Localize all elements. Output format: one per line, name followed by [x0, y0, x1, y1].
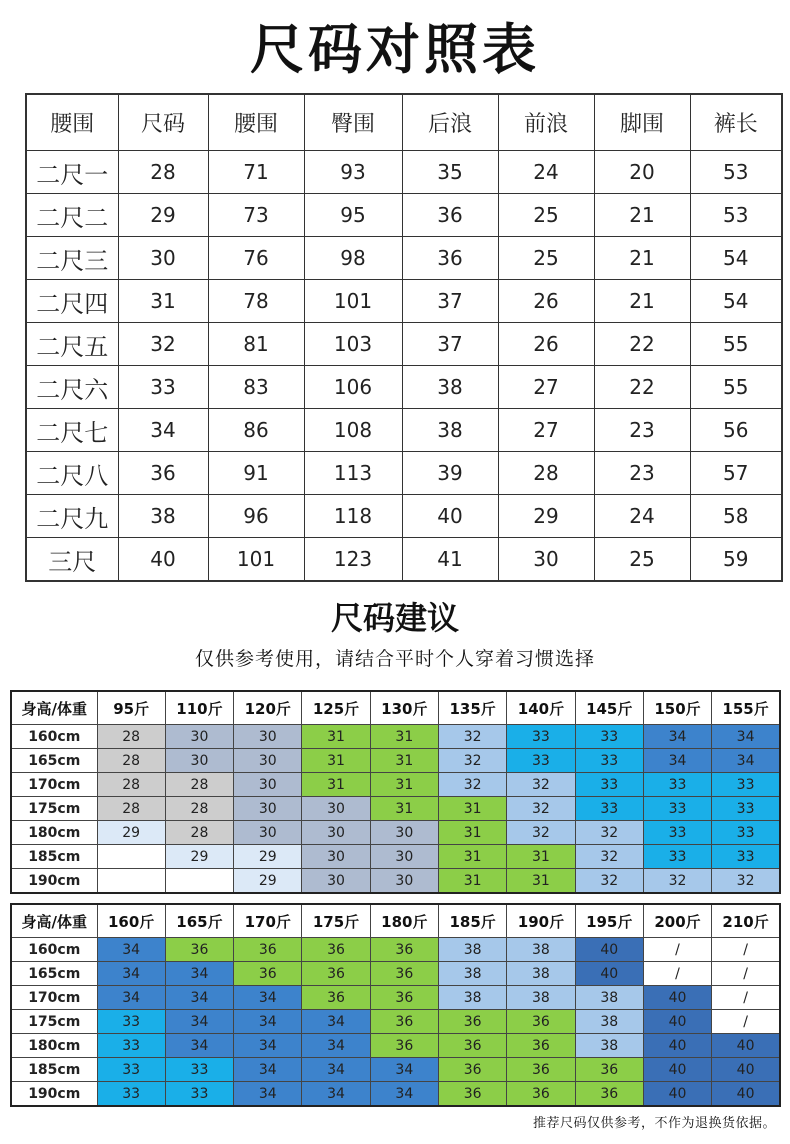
size-cell: 34 [302, 1082, 370, 1107]
size-cell: 32 [507, 797, 575, 821]
table-cell: 40 [118, 538, 208, 582]
height-row [11, 845, 780, 869]
size-cell: 31 [438, 821, 506, 845]
height-label: 160cm [11, 938, 97, 962]
size-cell: 36 [507, 1034, 575, 1058]
height-label: 185cm [11, 1058, 97, 1082]
table-cell: 36 [118, 452, 208, 495]
size-cell: 36 [438, 1034, 506, 1058]
waist-label-cell: 二尺四 [26, 280, 118, 323]
size-cell: 36 [438, 1082, 506, 1107]
size-cell: 31 [302, 725, 370, 749]
table-cell: 36 [402, 237, 498, 280]
weight-header: 165斤 [165, 904, 233, 938]
table-cell: 123 [304, 538, 402, 582]
size-cell: 33 [575, 773, 643, 797]
size-cell: 30 [302, 821, 370, 845]
table-cell: 23 [594, 452, 690, 495]
table-row [26, 323, 782, 366]
size-cell: 40 [575, 962, 643, 986]
size-cell: 40 [643, 1082, 711, 1107]
size-cell: 36 [438, 1010, 506, 1034]
size-cell: 34 [165, 962, 233, 986]
size-cell: 34 [643, 749, 711, 773]
size-cell: / [712, 1010, 780, 1034]
size-cell: 32 [575, 869, 643, 894]
size-cell: 32 [712, 869, 780, 894]
size-recommendation-table-2 [10, 903, 781, 1107]
size-cell: 31 [438, 845, 506, 869]
weight-header: 190斤 [507, 904, 575, 938]
height-row [11, 1010, 780, 1034]
table-row [26, 194, 782, 237]
size-cell: 34 [712, 749, 780, 773]
size-cell: 38 [438, 938, 506, 962]
size-cell: 28 [97, 773, 165, 797]
height-row [11, 1034, 780, 1058]
size-cell: 33 [507, 725, 575, 749]
weight-header: 195斤 [575, 904, 643, 938]
table-cell: 54 [690, 237, 782, 280]
height-label: 180cm [11, 821, 97, 845]
height-label: 165cm [11, 962, 97, 986]
table-cell: 28 [118, 151, 208, 194]
table-cell: 93 [304, 151, 402, 194]
column-header: 后浪 [402, 94, 498, 151]
table-cell: 28 [498, 452, 594, 495]
weight-header: 130斤 [370, 691, 438, 725]
size-cell: 34 [165, 986, 233, 1010]
table-cell: 29 [118, 194, 208, 237]
table-cell: 58 [690, 495, 782, 538]
table-cell: 81 [208, 323, 304, 366]
recommendation-note: 仅供参考使用，请结合平时个人穿着习惯选择 [194, 648, 595, 670]
weight-header: 145斤 [575, 691, 643, 725]
size-cell: 33 [712, 773, 780, 797]
size-chart-table [25, 93, 783, 582]
column-header: 臀围 [304, 94, 402, 151]
size-cell: 31 [438, 797, 506, 821]
table-cell: 35 [402, 151, 498, 194]
table-cell: 106 [304, 366, 402, 409]
weight-header-row [11, 691, 780, 725]
height-label: 190cm [11, 1082, 97, 1107]
height-row [11, 749, 780, 773]
size-cell: 33 [643, 821, 711, 845]
size-cell: 30 [234, 773, 302, 797]
table-cell: 22 [594, 366, 690, 409]
size-cell: 30 [234, 749, 302, 773]
size-cell: 29 [234, 845, 302, 869]
size-cell: 32 [438, 725, 506, 749]
table-cell: 96 [208, 495, 304, 538]
size-cell: 31 [507, 845, 575, 869]
table-cell: 91 [208, 452, 304, 495]
waist-label-cell: 二尺五 [26, 323, 118, 366]
size-cell: 34 [234, 1034, 302, 1058]
weight-header: 125斤 [302, 691, 370, 725]
size-cell: 28 [97, 797, 165, 821]
table-cell: 27 [498, 409, 594, 452]
table-cell: 38 [402, 409, 498, 452]
table-cell: 56 [690, 409, 782, 452]
table-cell: 22 [594, 323, 690, 366]
table-row [26, 538, 782, 582]
table-cell: 53 [690, 194, 782, 237]
table-cell: 95 [304, 194, 402, 237]
size-cell: 30 [302, 797, 370, 821]
size-chart-header-row [26, 94, 782, 151]
size-cell: 34 [165, 1010, 233, 1034]
size-cell: 40 [643, 986, 711, 1010]
size-cell: 40 [643, 1034, 711, 1058]
size-cell: 33 [712, 797, 780, 821]
size-cell: 40 [643, 1010, 711, 1034]
size-cell: 30 [302, 845, 370, 869]
size-cell: 38 [438, 962, 506, 986]
table-row [26, 452, 782, 495]
table-cell: 25 [594, 538, 690, 582]
weight-header: 160斤 [97, 904, 165, 938]
size-cell: 36 [507, 1082, 575, 1107]
size-cell: 31 [302, 773, 370, 797]
size-cell: 32 [643, 869, 711, 894]
table-cell: 31 [118, 280, 208, 323]
size-cell: 33 [575, 725, 643, 749]
size-cell: 28 [165, 773, 233, 797]
table-cell: 73 [208, 194, 304, 237]
size-cell: 36 [370, 1034, 438, 1058]
waist-label-cell: 二尺一 [26, 151, 118, 194]
table-cell: 103 [304, 323, 402, 366]
size-cell: 29 [165, 845, 233, 869]
table-cell: 76 [208, 237, 304, 280]
corner-header: 身高/体重 [11, 691, 97, 725]
height-label: 170cm [11, 986, 97, 1010]
weight-header: 155斤 [712, 691, 780, 725]
table-cell: 26 [498, 280, 594, 323]
size-cell: 32 [507, 773, 575, 797]
weight-header: 210斤 [712, 904, 780, 938]
height-label: 160cm [11, 725, 97, 749]
table-cell: 25 [498, 237, 594, 280]
table-cell: 55 [690, 366, 782, 409]
size-cell: / [712, 986, 780, 1010]
table-cell: 38 [402, 366, 498, 409]
size-cell [97, 869, 165, 894]
size-cell: 36 [165, 938, 233, 962]
size-cell: 36 [370, 962, 438, 986]
table-cell: 55 [690, 323, 782, 366]
size-cell: 34 [97, 938, 165, 962]
size-cell: 28 [165, 821, 233, 845]
size-cell: 40 [575, 938, 643, 962]
size-cell [97, 845, 165, 869]
size-cell: 30 [165, 749, 233, 773]
table-cell: 26 [498, 323, 594, 366]
size-cell: 34 [97, 962, 165, 986]
table-row [26, 280, 782, 323]
size-cell: 36 [234, 962, 302, 986]
height-label: 185cm [11, 845, 97, 869]
table-cell: 71 [208, 151, 304, 194]
table-cell: 24 [594, 495, 690, 538]
size-cell: 33 [575, 749, 643, 773]
waist-label-cell: 二尺八 [26, 452, 118, 495]
size-cell: 33 [507, 749, 575, 773]
size-cell: 32 [507, 821, 575, 845]
size-cell: 36 [370, 938, 438, 962]
table-cell: 57 [690, 452, 782, 495]
size-cell: 40 [712, 1058, 780, 1082]
size-cell: 40 [712, 1034, 780, 1058]
size-cell: 33 [97, 1034, 165, 1058]
size-cell: 30 [370, 845, 438, 869]
size-cell: 34 [712, 725, 780, 749]
size-cell: 34 [234, 986, 302, 1010]
weight-header: 180斤 [370, 904, 438, 938]
size-cell: 30 [165, 725, 233, 749]
size-cell: 32 [438, 749, 506, 773]
size-cell [165, 869, 233, 894]
column-header: 前浪 [498, 94, 594, 151]
height-row [11, 986, 780, 1010]
table-cell: 59 [690, 538, 782, 582]
size-cell: 30 [234, 725, 302, 749]
height-row [11, 869, 780, 894]
waist-label-cell: 二尺九 [26, 495, 118, 538]
weight-header: 185斤 [438, 904, 506, 938]
table-cell: 30 [498, 538, 594, 582]
size-cell: 33 [643, 773, 711, 797]
size-cell: 33 [712, 821, 780, 845]
size-cell: / [712, 962, 780, 986]
size-cell: 30 [302, 869, 370, 894]
table-cell: 21 [594, 194, 690, 237]
size-cell: 36 [234, 938, 302, 962]
table-cell: 101 [304, 280, 402, 323]
table-row [26, 237, 782, 280]
size-cell: 30 [370, 821, 438, 845]
table-cell: 29 [498, 495, 594, 538]
weight-header-row [11, 904, 780, 938]
weight-header: 170斤 [234, 904, 302, 938]
size-cell: 30 [370, 869, 438, 894]
size-cell: 34 [165, 1034, 233, 1058]
size-cell: 34 [234, 1058, 302, 1082]
size-cell: 34 [370, 1058, 438, 1082]
table-cell: 113 [304, 452, 402, 495]
table-cell: 101 [208, 538, 304, 582]
size-cell: 34 [302, 1034, 370, 1058]
size-cell: 38 [438, 986, 506, 1010]
size-cell: 32 [575, 821, 643, 845]
weight-header: 135斤 [438, 691, 506, 725]
size-cell: 28 [97, 725, 165, 749]
size-cell: 36 [575, 1082, 643, 1107]
weight-header: 150斤 [643, 691, 711, 725]
size-cell: 31 [370, 797, 438, 821]
size-cell: 33 [97, 1058, 165, 1082]
size-cell: 34 [234, 1010, 302, 1034]
weight-header: 120斤 [234, 691, 302, 725]
weight-header: 175斤 [302, 904, 370, 938]
height-label: 190cm [11, 869, 97, 894]
size-cell: 34 [643, 725, 711, 749]
height-row [11, 797, 780, 821]
table-cell: 83 [208, 366, 304, 409]
size-cell: 29 [97, 821, 165, 845]
column-header: 腰围 [26, 94, 118, 151]
column-header: 裤长 [690, 94, 782, 151]
disclaimer-footnote: 推荐尺码仅供参考，不作为退换货依据。 [532, 1116, 776, 1131]
height-label: 170cm [11, 773, 97, 797]
weight-header: 110斤 [165, 691, 233, 725]
table-row [26, 366, 782, 409]
table-cell: 41 [402, 538, 498, 582]
size-cell: 38 [575, 986, 643, 1010]
corner-header: 身高/体重 [11, 904, 97, 938]
size-cell: 28 [165, 797, 233, 821]
waist-label-cell: 二尺三 [26, 237, 118, 280]
height-row [11, 962, 780, 986]
table-cell: 20 [594, 151, 690, 194]
size-cell: 36 [507, 1058, 575, 1082]
height-label: 165cm [11, 749, 97, 773]
table-cell: 25 [498, 194, 594, 237]
size-cell: 36 [302, 962, 370, 986]
size-cell: 32 [575, 845, 643, 869]
table-cell: 118 [304, 495, 402, 538]
table-cell: 40 [402, 495, 498, 538]
table-cell: 37 [402, 280, 498, 323]
size-cell: 33 [643, 797, 711, 821]
page-title: 尺码对照表 [250, 18, 540, 81]
size-cell: 36 [302, 986, 370, 1010]
table-cell: 36 [402, 194, 498, 237]
size-cell: 29 [234, 869, 302, 894]
size-cell: 31 [507, 869, 575, 894]
size-cell: 34 [302, 1010, 370, 1034]
size-recommendation-table-1 [10, 690, 781, 894]
waist-label-cell: 二尺二 [26, 194, 118, 237]
size-cell: 38 [507, 938, 575, 962]
height-row [11, 821, 780, 845]
waist-label-cell: 二尺七 [26, 409, 118, 452]
height-row [11, 1082, 780, 1107]
table-cell: 53 [690, 151, 782, 194]
table-cell: 24 [498, 151, 594, 194]
size-cell: 34 [370, 1082, 438, 1107]
height-row [11, 938, 780, 962]
table-cell: 78 [208, 280, 304, 323]
table-cell: 86 [208, 409, 304, 452]
waist-label-cell: 三尺 [26, 538, 118, 582]
table-cell: 23 [594, 409, 690, 452]
weight-header: 140斤 [507, 691, 575, 725]
height-label: 175cm [11, 1010, 97, 1034]
size-cell: 30 [234, 821, 302, 845]
column-header: 尺码 [118, 94, 208, 151]
waist-label-cell: 二尺六 [26, 366, 118, 409]
size-cell: / [712, 938, 780, 962]
size-cell: 38 [575, 1010, 643, 1034]
size-cell: 28 [97, 749, 165, 773]
table-row [26, 495, 782, 538]
size-cell: 40 [643, 1058, 711, 1082]
table-cell: 38 [118, 495, 208, 538]
size-cell: 38 [507, 986, 575, 1010]
table-cell: 21 [594, 280, 690, 323]
size-cell: 33 [643, 845, 711, 869]
size-cell: 36 [302, 938, 370, 962]
recommendation-title: 尺码建议 [330, 599, 459, 637]
height-row [11, 1058, 780, 1082]
table-cell: 27 [498, 366, 594, 409]
height-row [11, 773, 780, 797]
table-cell: 30 [118, 237, 208, 280]
table-cell: 21 [594, 237, 690, 280]
size-cell: 34 [302, 1058, 370, 1082]
table-cell: 32 [118, 323, 208, 366]
height-row [11, 725, 780, 749]
table-cell: 37 [402, 323, 498, 366]
table-row [26, 409, 782, 452]
size-cell: 38 [507, 962, 575, 986]
size-cell: 36 [575, 1058, 643, 1082]
height-label: 175cm [11, 797, 97, 821]
column-header: 腰围 [208, 94, 304, 151]
size-cell: 33 [165, 1082, 233, 1107]
weight-header: 200斤 [643, 904, 711, 938]
weight-header: 95斤 [97, 691, 165, 725]
size-cell: 31 [370, 749, 438, 773]
table-cell: 54 [690, 280, 782, 323]
table-cell: 98 [304, 237, 402, 280]
size-cell: 34 [234, 1082, 302, 1107]
size-cell: / [643, 962, 711, 986]
size-cell: 33 [97, 1010, 165, 1034]
size-cell: 33 [97, 1082, 165, 1107]
size-cell: 33 [712, 845, 780, 869]
size-cell: 31 [302, 749, 370, 773]
size-cell: 36 [438, 1058, 506, 1082]
size-cell: 33 [575, 797, 643, 821]
size-cell: 36 [507, 1010, 575, 1034]
size-cell: 33 [165, 1058, 233, 1082]
column-header: 脚围 [594, 94, 690, 151]
size-cell: 40 [712, 1082, 780, 1107]
size-cell: 31 [370, 773, 438, 797]
size-cell: 36 [370, 986, 438, 1010]
table-cell: 39 [402, 452, 498, 495]
size-cell: 38 [575, 1034, 643, 1058]
size-cell: 36 [370, 1010, 438, 1034]
table-cell: 33 [118, 366, 208, 409]
table-cell: 108 [304, 409, 402, 452]
size-cell: 31 [438, 869, 506, 894]
size-cell: 34 [97, 986, 165, 1010]
size-cell: 32 [438, 773, 506, 797]
size-cell: 30 [234, 797, 302, 821]
size-cell: 31 [370, 725, 438, 749]
table-row [26, 151, 782, 194]
height-label: 180cm [11, 1034, 97, 1058]
size-cell: / [643, 938, 711, 962]
table-cell: 34 [118, 409, 208, 452]
